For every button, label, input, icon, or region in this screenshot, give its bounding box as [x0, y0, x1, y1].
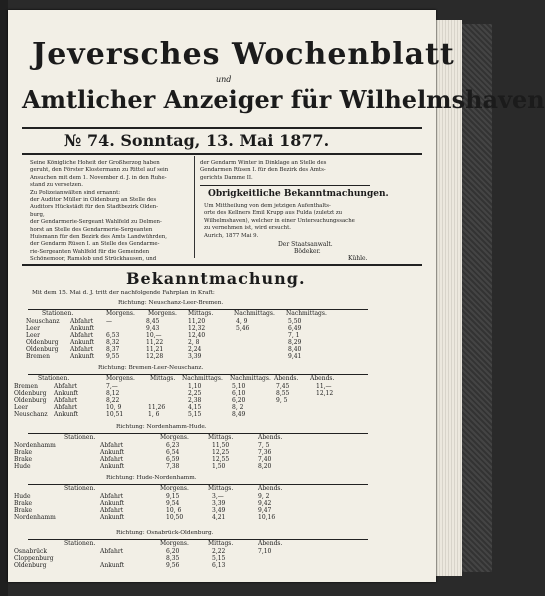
time-cell: 9,42 [258, 499, 272, 507]
arrival-departure: Ankunft [70, 324, 95, 332]
time-cell: 11,22 [146, 338, 164, 346]
time-cell: 7,36 [258, 448, 272, 456]
arrival-departure: Abfahrt [100, 506, 124, 514]
time-cell: 9,43 [146, 324, 160, 332]
arrival-departure: Ankunft [100, 462, 125, 470]
station-name: Brake [14, 506, 33, 514]
arrival-departure: Abfahrt [70, 331, 94, 339]
time-cell: 7,40 [258, 455, 272, 463]
time-cell: 11,— [316, 383, 332, 390]
time-cell: 6,53 [106, 331, 120, 339]
time-cell: 8,40 [288, 345, 302, 353]
signature-kuehle: Kühle. [348, 255, 368, 262]
rule-bekannt [22, 264, 422, 266]
arrival-departure: Abfahrt [70, 345, 94, 353]
route-heading: Richtung: Hude-Nordenhamm. [106, 475, 197, 481]
masthead-und: und [216, 75, 232, 84]
notice-left-line: stand zu versetzen. [30, 182, 83, 189]
arrival-departure: Ankunft [100, 561, 125, 569]
timetable-header: Mittags. [188, 310, 214, 317]
time-cell: 8,32 [106, 338, 120, 346]
arrival-departure: Abfahrt [100, 548, 124, 555]
timetable-header: Mittags. [208, 540, 234, 547]
obrigkeit-text [204, 203, 374, 240]
route-heading: Richtung: Bremen-Leer-Neuschanz. [98, 365, 204, 371]
time-cell: 1, 6 [148, 410, 160, 418]
time-cell: 12,28 [146, 352, 164, 360]
arrival-departure: Abfahrt [100, 455, 124, 463]
time-cell: 3,39 [212, 499, 226, 507]
timetable-header: Morgens. [160, 485, 189, 492]
issue-line: № 74. Sonntag, 13. Mai 1877. [64, 131, 330, 150]
time-cell: 9,47 [258, 506, 272, 514]
notice-left-column [30, 160, 208, 264]
rule-top [22, 127, 422, 129]
timetable-header: Nachmittags. [234, 310, 275, 317]
station-name: Oldenburg [14, 389, 47, 397]
time-cell: 10,16 [258, 513, 276, 521]
arrival-departure: Ankunft [54, 410, 79, 418]
timetable-header: Stationen. [38, 375, 70, 382]
station-name: Nordenhamm [14, 442, 56, 449]
time-cell: 4,15 [188, 403, 202, 411]
time-cell: 8,45 [146, 318, 160, 325]
arrival-departure: Ankunft [54, 389, 79, 397]
masthead-subtitle: Amtlicher Anzeiger für Wilhelmshaven [22, 85, 545, 114]
notice-right-line: Gendarmen Rüsen I. für den Bezirk des Amts- [200, 167, 326, 174]
timetable-header: Abends. [258, 485, 283, 492]
obrigkeit-line: zu vernehmen ist, wird ersucht. [204, 225, 291, 232]
time-cell: 10,50 [166, 513, 184, 521]
time-cell: 12,32 [188, 324, 206, 332]
time-cell: 3,— [212, 493, 224, 500]
time-cell: 9, 2 [258, 493, 270, 500]
station-name: Cloppenburg [14, 554, 54, 562]
time-cell: 9, 5 [276, 396, 288, 404]
station-name: Leer [26, 324, 40, 332]
timetable-header: Abends. [274, 375, 299, 382]
time-cell: 5,15 [212, 554, 226, 562]
arrival-departure: Ankunft [100, 499, 125, 507]
timetable-header: Abends. [258, 434, 283, 441]
rule-issue [22, 153, 422, 155]
timetable-header: Morgens. [106, 310, 135, 317]
time-cell: 2, 8 [188, 338, 200, 346]
time-cell: 8,49 [232, 410, 246, 418]
time-cell: 8,55 [276, 389, 290, 397]
time-cell: 6,23 [166, 442, 180, 449]
station-name: Leer [14, 403, 28, 411]
time-cell: 9,54 [166, 499, 180, 507]
timetable-header: Stationen. [64, 485, 96, 492]
notice-right-line: gerichts Damme II. [200, 174, 253, 181]
time-cell: 6,49 [288, 324, 302, 332]
time-cell: 6,13 [212, 561, 226, 569]
time-cell: 10, 9 [106, 403, 122, 411]
time-cell: 12,12 [316, 389, 334, 397]
station-name: Brake [14, 448, 33, 456]
timetable-header: Morgens. [160, 540, 189, 547]
notice-right-column [200, 160, 376, 182]
notice-left-line: Huismann für den Bezirk des Amts Landwührden, [30, 234, 167, 241]
timetable-header: Stationen. [64, 434, 96, 441]
time-cell: 5,50 [288, 318, 302, 325]
route-heading: Richtung: Nordenhamm-Hude. [116, 424, 207, 430]
obrigkeit-line: orte des Kellners Emil Krupp aus Fulda (zuletzt zu [204, 210, 343, 217]
station-name: Leer [26, 331, 40, 339]
arrival-departure: Ankunft [100, 448, 125, 456]
time-cell: 10,— [146, 331, 162, 339]
arrival-departure: Abfahrt [100, 442, 124, 449]
time-cell: 12,40 [188, 331, 206, 339]
station-name: Neuschanz [26, 318, 60, 325]
route-heading: Richtung: Neuschanz-Leer-Bremen. [118, 300, 224, 306]
timetable-header: Nachmittags. [182, 375, 223, 382]
signature-name: Bödeker. [294, 248, 321, 255]
time-cell: — [106, 318, 112, 325]
time-cell: 9,15 [166, 493, 180, 500]
notice-left-line: Ansuchen mit dem 1. November d. J. in den Ruhe- [30, 174, 167, 181]
arrival-departure: Ankunft [70, 352, 95, 360]
station-name: Brake [14, 499, 33, 507]
bekanntmachung-title: Bekanntmachung. [126, 269, 306, 288]
arrival-departure: Ankunft [100, 513, 125, 521]
timetable-header: Morgens. [106, 375, 135, 382]
time-cell: 6,10 [232, 389, 246, 397]
obrigkeit-title: Obrigkeitliche Bekanntmachungen. [208, 189, 389, 199]
timetable-header: Mittags. [150, 375, 176, 382]
notice-left-line: rie-Sergeanten Wahlfeld für die Gemeinden [30, 248, 150, 255]
timetable-header: Nachmittags. [230, 375, 271, 382]
time-cell: 7,— [106, 383, 118, 390]
timetable-header: Stationen. [64, 540, 96, 547]
station-name: Oldenburg [26, 338, 59, 346]
timetable-header: Morgens. [148, 310, 177, 317]
notice-left-line: Auditors Hückstädt für den Stadtbezirk Olden- [30, 204, 159, 211]
time-cell: 1,50 [212, 462, 226, 470]
masthead-title: Jeversches Wochenblatt [32, 37, 455, 72]
station-name: Neuschanz [14, 410, 48, 418]
station-name: Oldenburg [26, 345, 59, 353]
time-cell: 10,51 [106, 410, 124, 418]
station-name: Bremen [14, 383, 38, 390]
rule-obrigkeit [200, 185, 370, 186]
time-cell: 9,55 [106, 352, 120, 360]
newspaper-page [8, 10, 545, 582]
timetable-header: Abends. [258, 540, 283, 547]
timetable-header: Stationen. [42, 310, 74, 317]
notice-left-line: horst an Stelle des Gendarmerie-Sergeanten [30, 226, 153, 233]
time-cell: 8,22 [106, 396, 120, 404]
obrigkeit-line: Wilhelmshaven), welcher in einer Untersuchungssache [204, 217, 355, 224]
notice-left-line: burg, [30, 211, 45, 218]
time-cell: 4, 9 [236, 318, 248, 325]
station-name: Oldenburg [14, 561, 47, 569]
time-cell: 4,21 [212, 513, 226, 521]
time-cell: 10, 6 [166, 506, 182, 514]
station-name: Bremen [26, 352, 50, 360]
time-cell: 11,50 [212, 442, 230, 449]
station-name: Hude [14, 462, 31, 470]
time-cell: 11,20 [188, 318, 206, 325]
notice-left-line: Zu Polizeianwälten sind ernannt: [30, 189, 121, 196]
time-cell: 7,38 [166, 462, 180, 470]
time-cell: 8,35 [166, 554, 180, 562]
time-cell: 11,21 [146, 345, 164, 353]
time-cell: 8,29 [288, 338, 302, 346]
timetable-header: Nachmittags. [286, 310, 327, 317]
time-cell: 7, 5 [258, 442, 270, 449]
notice-right-line: der Gendarm Winter in Dinklage an Stelle des [200, 160, 327, 166]
notice-left-line: geruht, den Förster Klostermann zu Rittel auf sein [30, 167, 169, 174]
obrigkeit-line: Um Mittheilung von dem jetzigen Aufenthalts- [204, 203, 331, 209]
notice-left-line: der Gendarmerie-Sergeant Wahlfeld zu Delmen- [30, 219, 162, 226]
time-cell: 2,22 [212, 548, 226, 555]
time-cell: 6,54 [166, 448, 180, 456]
time-cell: 1,10 [188, 383, 202, 390]
time-cell: 12,25 [212, 448, 230, 456]
time-cell: 2,38 [188, 396, 202, 404]
background-left [0, 0, 8, 596]
time-cell: 5,46 [236, 324, 250, 332]
notice-left-line: der Auditor Müller in Oldenburg an Stelle des [30, 197, 157, 204]
time-cell: 8,37 [106, 345, 120, 353]
time-cell: 11,26 [148, 403, 166, 411]
timetable-header: Mittags. [208, 434, 234, 441]
time-cell: 6,20 [166, 548, 180, 555]
station-name: Oldenburg [14, 396, 47, 404]
time-cell: 2,25 [188, 389, 202, 397]
notice-left-line: Schönemoor, Ramslob und Strückhausen, und [30, 256, 157, 263]
time-cell: 2,24 [188, 345, 202, 353]
bekanntmachung-intro: Mit dem 15. Mai d. J. tritt der nachfolgende Fahrplan in Kraft: [32, 290, 215, 296]
time-cell: 8, 2 [232, 403, 244, 411]
time-cell: 3,49 [212, 506, 226, 514]
time-cell: 12,55 [212, 455, 230, 463]
station-name: Osnabrück [14, 548, 48, 555]
arrival-departure: Abfahrt [54, 403, 78, 411]
time-cell: 9,41 [288, 352, 302, 360]
time-cell: 8,20 [258, 462, 272, 470]
notice-left-line: Seine Königliche Hoheit der Großherzog haben [30, 160, 160, 166]
station-name: Hude [14, 493, 31, 500]
time-cell: 8,12 [106, 389, 120, 397]
time-cell: 5,10 [232, 383, 246, 390]
obrigkeit-line: Aurich, 1877 Mai 9. [204, 232, 259, 239]
route-heading: Richtung: Osnabrück-Oldenburg. [116, 530, 214, 536]
time-cell: 7, 1 [288, 331, 300, 339]
station-name: Brake [14, 455, 33, 463]
time-cell: 7,45 [276, 383, 290, 390]
timetable-header: Morgens. [160, 434, 189, 441]
time-cell: 9,56 [166, 561, 180, 569]
time-cell: 6,20 [232, 396, 246, 404]
station-name: Nordenhamm [14, 513, 56, 521]
arrival-departure: Abfahrt [54, 383, 78, 390]
timetable-header: Mittags. [208, 485, 234, 492]
arrival-departure: Abfahrt [100, 493, 124, 500]
arrival-departure: Ankunft [70, 338, 95, 346]
time-cell: 6,59 [166, 455, 180, 463]
time-cell: 7,10 [258, 548, 272, 555]
time-cell: 3,39 [188, 352, 202, 360]
arrival-departure: Abfahrt [54, 396, 78, 404]
signature-office: Der Staatsanwalt. [278, 241, 333, 248]
timetable-header: Abends. [310, 375, 335, 382]
time-cell: 5,15 [188, 410, 202, 418]
arrival-departure: Abfahrt [70, 318, 94, 325]
notice-left-line: der Gendarm Rüsen I. an Stelle des Gendarme- [30, 241, 160, 248]
